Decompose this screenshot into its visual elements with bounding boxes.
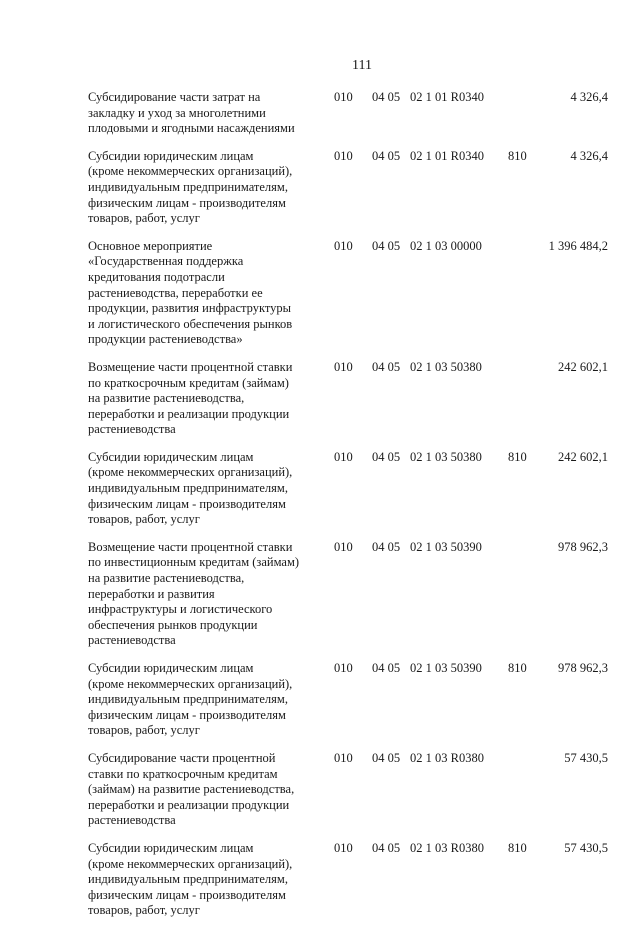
section-code: 04 05 [372, 238, 401, 253]
section-code: 04 05 [372, 539, 401, 554]
row-description: Субсидии юридическим лицам (кроме некоммерческих организаций), индивидуальным предпринимателям, физическим лицам - производителям товаров, работ, услуг [88, 840, 293, 918]
program-code: 02 1 03 50390 [410, 539, 482, 554]
row-description: Основное мероприятие «Государственная поддержка кредитования подотрасли растениеводства, переработки ее продукции, развития инфраструктуры и логистического обеспечения рынков продукции растениеводства» [88, 238, 293, 347]
page-number: 111 [352, 58, 372, 73]
section-code: 04 05 [372, 359, 401, 374]
amount-value: 4 326,4 [570, 90, 608, 104]
expense-type-code: 810 [508, 148, 527, 163]
amount-value: 4 326,4 [570, 148, 608, 163]
ministry-code: 010 [334, 238, 353, 253]
program-code: 02 1 03 50380 [410, 359, 482, 374]
section-code: 04 05 [372, 90, 401, 104]
ministry-code: 010 [334, 840, 353, 855]
program-code: 02 1 01 R0340 [410, 90, 484, 104]
ministry-code: 010 [334, 90, 353, 104]
expense-type-code: 810 [508, 661, 527, 675]
ministry-code: 010 [334, 449, 353, 464]
table-row [88, 90, 608, 137]
section-code: 04 05 [372, 840, 401, 855]
section-code: 04 05 [372, 449, 401, 464]
ministry-code: 010 [334, 539, 353, 554]
table-row [88, 661, 608, 739]
ministry-code: 010 [334, 750, 353, 765]
program-code: 02 1 03 R0380 [410, 750, 484, 765]
section-code: 04 05 [372, 148, 401, 163]
amount-value: 57 430,5 [564, 750, 608, 765]
amount-value: 978 962,3 [558, 539, 608, 554]
expense-type-code: 810 [508, 840, 527, 855]
table-row [88, 841, 608, 919]
row-description: Субсидии юридическим лицам (кроме некоммерческих организаций), индивидуальным предпринимателям, физическим лицам - производителям товаров, работ, услуг [88, 661, 293, 738]
row-description: Возмещение части процентной ставки по инвестиционным кредитам (займам) на развитие растениеводства, переработки и развития инфраструктуры и логистического обеспечения рынков продукции растениеводства [88, 539, 300, 648]
row-description: Субсидии юридическим лицам (кроме некоммерческих организаций), индивидуальным предпринимателям, физическим лицам - производителям товаров, работ, услуг [88, 148, 293, 226]
row-description: Субсидирование части процентной ставки по краткосрочным кредитам (займам) на развитие растениеводства, переработки и реализации продукции растениеводства [88, 750, 295, 828]
row-description: Возмещение части процентной ставки по краткосрочным кредитам (займам) на развитие растениеводства, переработки и реализации продукции растениеводства [88, 359, 293, 437]
program-code: 02 1 03 50380 [410, 449, 482, 464]
expense-type-code: 810 [508, 449, 527, 464]
table-row [88, 239, 608, 348]
amount-value: 978 962,3 [558, 661, 608, 675]
amount-value: 242 602,1 [558, 359, 608, 374]
amount-value: 242 602,1 [558, 449, 608, 464]
budget-table [88, 90, 608, 931]
table-row [88, 360, 608, 438]
table-row [88, 751, 608, 829]
table-row [88, 149, 608, 227]
section-code: 04 05 [372, 661, 401, 675]
amount-value: 1 396 484,2 [548, 238, 608, 253]
program-code: 02 1 03 50390 [410, 661, 482, 675]
ministry-code: 010 [334, 661, 353, 675]
amount-value: 57 430,5 [564, 840, 608, 855]
row-description: Субсидирование части затрат на закладку и уход за многолетними плодовыми и ягодными насаждениями [88, 90, 295, 136]
row-description: Субсидии юридическим лицам (кроме некоммерческих организаций), индивидуальным предпринимателям, физическим лицам - производителям товаров, работ, услуг [88, 449, 293, 527]
program-code: 02 1 01 R0340 [410, 148, 484, 163]
ministry-code: 010 [334, 359, 353, 374]
table-row [88, 450, 608, 528]
program-code: 02 1 03 R0380 [410, 840, 484, 855]
table-row [88, 540, 608, 649]
section-code: 04 05 [372, 750, 401, 765]
ministry-code: 010 [334, 148, 353, 163]
program-code: 02 1 03 00000 [410, 238, 482, 253]
